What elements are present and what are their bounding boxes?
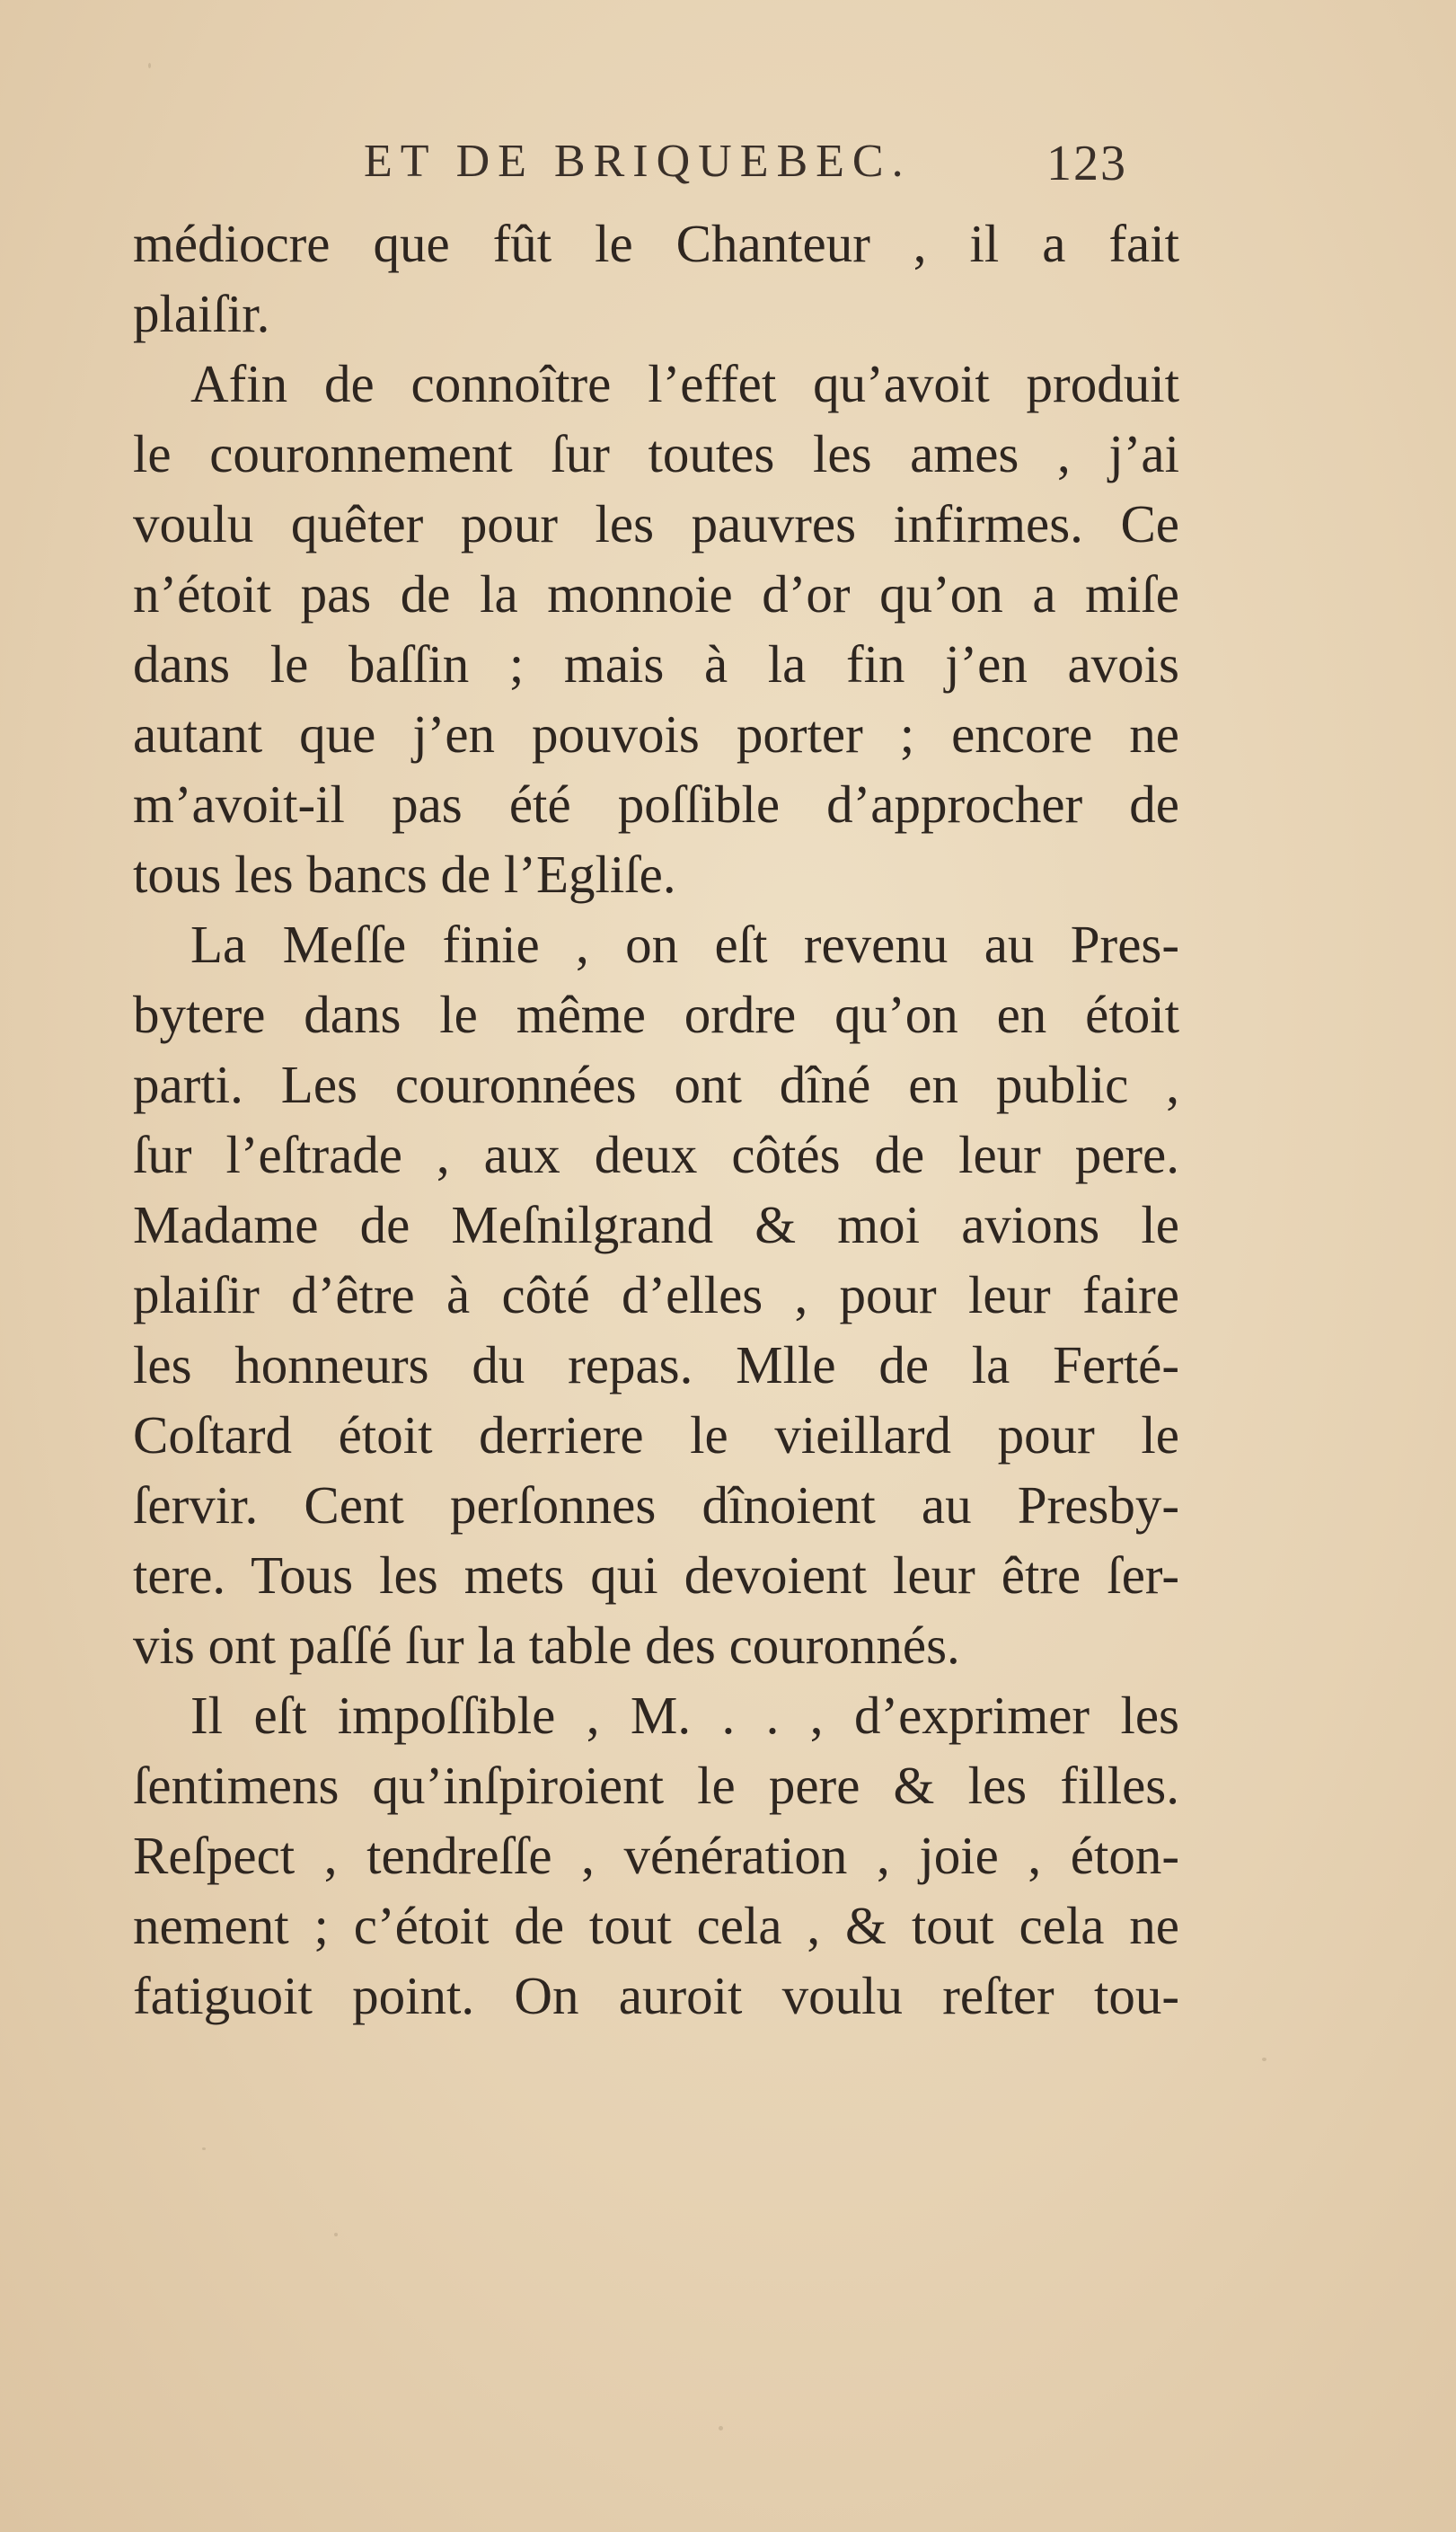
page-number: 123 bbox=[1046, 136, 1127, 191]
text-line: ſervir. Cent perſonnes dînoient au Presby- bbox=[133, 1475, 1179, 1535]
text-line: plaiſir. bbox=[133, 284, 270, 343]
text-line: La Meſſe finie , on eſt revenu au Pres- bbox=[190, 915, 1179, 974]
paper-speck bbox=[719, 2426, 723, 2430]
body-text bbox=[133, 208, 1179, 2031]
paper-speck bbox=[202, 2147, 206, 2150]
text-line: Madame de Meſnilgrand & moi avions le bbox=[133, 1195, 1179, 1254]
text-line: Reſpect , tendreſſe , vénération , joie , éton- bbox=[133, 1826, 1179, 1885]
text-line: médiocre que fût le Chanteur , il a fait bbox=[133, 214, 1179, 273]
paper-speck bbox=[1262, 2058, 1266, 2061]
text-line: Coſtard étoit derriere le vieillard pour le bbox=[133, 1405, 1179, 1465]
text-line: m’avoit-il pas été poſſible d’approcher de bbox=[133, 775, 1179, 834]
text-line: Il eſt impoſſible , M. . . , d’exprimer les bbox=[190, 1686, 1179, 1745]
page-header bbox=[0, 135, 1456, 207]
text-line: le couronnement ſur toutes les ames , j’ai bbox=[133, 424, 1179, 483]
text-line: dans le baſſin ; mais à la fin j’en avois bbox=[133, 634, 1179, 694]
text-line: bytere dans le même ordre qu’on en étoit bbox=[133, 985, 1179, 1044]
text-line: ſur l’eſtrade , aux deux côtés de leur pere. bbox=[133, 1125, 1179, 1184]
text-line: tere. Tous les mets qui devoient leur être ſer- bbox=[133, 1545, 1179, 1605]
paper-speck bbox=[148, 63, 151, 68]
paper-speck bbox=[334, 2233, 338, 2236]
text-line: voulu quêter pour les pauvres infirmes. Ce bbox=[133, 494, 1179, 553]
text-line: autant que j’en pouvois porter ; encore ne bbox=[133, 704, 1179, 764]
text-line: parti. Les couronnées ont dîné en public , bbox=[133, 1055, 1179, 1114]
text-line: vis ont paſſé ſur la table des couronnés. bbox=[133, 1616, 960, 1675]
text-line: plaiſir d’être à côté d’elles , pour leur faire bbox=[133, 1265, 1179, 1324]
text-line: nement ; c’étoit de tout cela , & tout cela ne bbox=[133, 1896, 1179, 1955]
text-line: fatiguoit point. On auroit voulu reſter tou- bbox=[133, 1966, 1179, 2025]
text-line: tous les bancs de l’Egliſe. bbox=[133, 845, 676, 904]
text-line: ſentimens qu’inſpiroient le pere & les filles. bbox=[133, 1756, 1179, 1815]
running-head: ET DE BRIQUEBEC. bbox=[364, 136, 912, 187]
text-line: n’étoit pas de la monnoie d’or qu’on a miſe bbox=[133, 564, 1179, 624]
text-line: Afin de connoître l’effet qu’avoit produit bbox=[190, 354, 1179, 413]
text-line: les honneurs du repas. Mlle de la Ferté- bbox=[133, 1335, 1179, 1394]
